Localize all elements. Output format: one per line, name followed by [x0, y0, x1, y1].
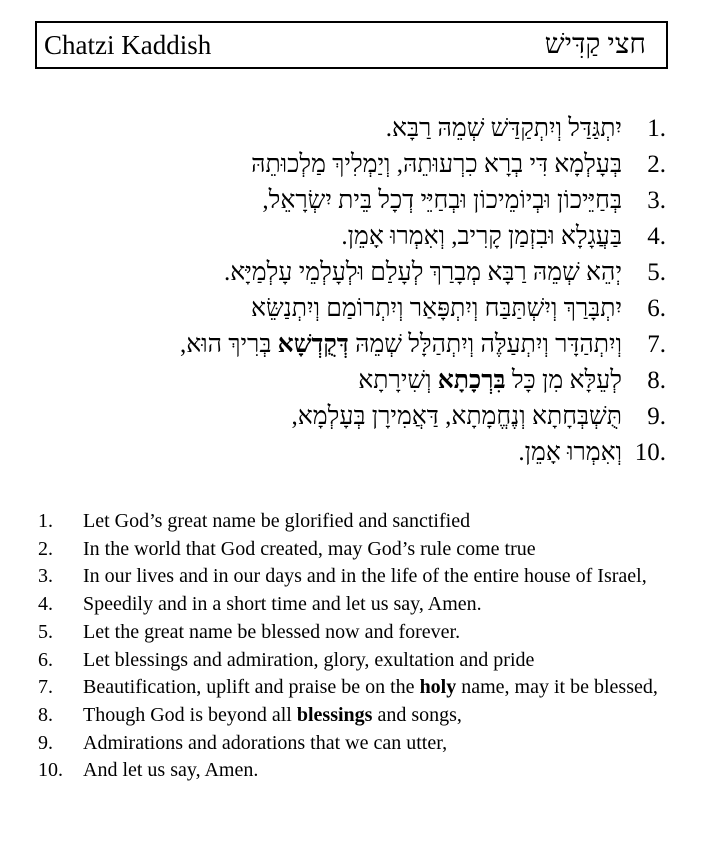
english-text-segment: Though God is beyond all — [83, 703, 297, 726]
english-line-number: 2. — [38, 537, 53, 560]
hebrew-text-segment: וְיִתְהַדָּר וְיִתְעַלֶּה וְיִתְהַלָּל שְׁמֵהּ — [348, 331, 622, 358]
hebrew-line-text — [518, 435, 622, 471]
english-line-text — [83, 536, 678, 564]
english-line-number: 9. — [38, 731, 53, 754]
hebrew-line-text — [262, 183, 622, 219]
hebrew-line-number: 8. — [647, 367, 666, 394]
english-line-number: 5. — [38, 620, 53, 643]
hebrew-line-number: 9. — [647, 403, 666, 430]
english-line-number: 4. — [38, 593, 53, 616]
hebrew-line-number: 6. — [647, 295, 666, 322]
hebrew-line — [36, 111, 666, 147]
hebrew-line — [36, 291, 666, 327]
hebrew-line-text — [251, 291, 622, 327]
hebrew-line-number: 10. — [634, 439, 666, 466]
english-line-number: 3. — [38, 565, 53, 588]
english-line-number: 6. — [38, 648, 53, 671]
english-line-text — [83, 619, 678, 647]
english-line-number: 1. — [38, 510, 53, 532]
english-line-text — [83, 674, 678, 702]
hebrew-line-text — [180, 327, 622, 363]
english-line — [38, 674, 678, 702]
english-line — [38, 730, 678, 758]
english-text-segment: Beautification, uplift and praise be on the — [83, 676, 420, 699]
english-text-segment: name, may it be blessed, — [456, 676, 658, 699]
hebrew-line-text — [224, 255, 622, 291]
english-line-text — [83, 508, 678, 536]
hebrew-text-segment: בַּעֲגָלָא וּבִזְמַן קָרִיב, וְאִמְרוּ אָמֵן. — [341, 223, 622, 250]
english-line-number: 10. — [38, 759, 63, 782]
hebrew-text-segment: יְהֵא שְׁמֵהּ רַבָּא מְבָרַךְ לְעָלַם וּלְעָלְמֵי עָלְמַיָּא. — [223, 259, 622, 286]
hebrew-text-segment: בְּחַיֵּיכוֹן וּבְיוֹמֵיכוֹן וּבְחַיֵּי דְכָל בֵּית יִשְׂרָאֵל, — [262, 187, 622, 214]
english-emphasis: blessings — [296, 703, 373, 726]
hebrew-line-number: 1. — [647, 115, 666, 142]
english-translation-list — [38, 508, 678, 785]
hebrew-line — [36, 219, 666, 255]
hebrew-line-number: 5. — [647, 259, 666, 286]
hebrew-text-segment: יִתְבָּרַךְ וְיִשְׁתַּבַּח וְיִתְפָּאַר וְיִתְרוֹמַם וְיִתְנַשֵּׂא — [250, 295, 622, 322]
english-text-segment: Let God’s great name be glorified and sanctified — [83, 510, 471, 532]
english-line — [38, 563, 678, 591]
hebrew-line — [36, 147, 666, 183]
english-line-text — [83, 563, 678, 591]
english-line — [38, 508, 678, 536]
english-text-segment: Let the great name be blessed now and forever. — [83, 620, 461, 643]
english-line-number: 7. — [38, 676, 53, 699]
hebrew-line — [36, 327, 666, 363]
english-line — [38, 647, 678, 675]
title-hebrew: חצי קַדִּישׁ — [544, 29, 646, 60]
english-line — [38, 619, 678, 647]
title-english: Chatzi Kaddish — [44, 30, 212, 60]
hebrew-text-segment: בְּעָלְמָא דִּי בְרָא כִרְעוּתֵהּ, וְיַמְלִיךְ מַלְכוּתֵהּ — [251, 151, 622, 178]
hebrew-line — [36, 255, 666, 291]
hebrew-line-text — [386, 111, 622, 147]
hebrew-line-number: 3. — [647, 187, 666, 214]
hebrew-line-number: 4. — [647, 223, 666, 250]
english-line-text — [83, 730, 678, 758]
hebrew-text-segment: בְּרִיךְ הוּא, — [179, 331, 278, 358]
english-text-segment: Let blessings and admiration, glory, exultation and pride — [83, 648, 535, 671]
english-text-segment: In the world that God created, may God’s rule come true — [83, 537, 536, 560]
hebrew-line-text — [341, 219, 622, 255]
hebrew-text-segment: וְשִׁירָתָא — [358, 367, 438, 394]
english-text-segment: and songs, — [372, 703, 462, 726]
hebrew-line-text — [292, 399, 622, 435]
hebrew-emphasis: דְּקֻדְשָׁא — [277, 331, 349, 358]
hebrew-prayer-list — [36, 111, 666, 471]
title-box — [35, 21, 668, 69]
hebrew-text-segment: לְעֵלָּא מִן כָּל — [505, 367, 622, 394]
hebrew-line — [36, 399, 666, 435]
english-line-text — [83, 591, 678, 619]
english-line-text — [83, 702, 678, 730]
hebrew-text-segment: תֻּשְׁבְּחָתָא וְנֶחֱמָתָא, דַּאֲמִירָן בְּעָלְמָא, — [291, 403, 622, 430]
hebrew-emphasis: בִּרְכָתָא — [437, 367, 506, 394]
english-line-number: 8. — [38, 703, 53, 726]
english-line-text — [83, 647, 678, 675]
hebrew-text-segment: וְאִמְרוּ אָמֵן. — [518, 439, 622, 466]
hebrew-line-number: 7. — [647, 331, 666, 358]
hebrew-line — [36, 363, 666, 399]
english-text-segment: In our lives and in our days and in the life of the entire house of Israel, — [83, 565, 647, 588]
english-line-text — [83, 757, 678, 785]
hebrew-line-text — [251, 147, 622, 183]
hebrew-line-number: 2. — [647, 151, 666, 178]
english-text-segment: And let us say, Amen. — [83, 759, 259, 782]
hebrew-line-text — [358, 363, 622, 399]
hebrew-line — [36, 435, 666, 471]
english-line — [38, 536, 678, 564]
hebrew-line — [36, 183, 666, 219]
english-line — [38, 591, 678, 619]
english-line — [38, 702, 678, 730]
english-text-segment: Speedily and in a short time and let us say, Amen. — [83, 593, 482, 616]
english-text-segment: Admirations and adorations that we can utter, — [83, 731, 448, 754]
english-line — [38, 757, 678, 785]
english-emphasis: holy — [419, 676, 457, 699]
hebrew-text-segment: יִתְגַּדַּל וְיִתְקַדַּשׁ שְׁמֵהּ רַבָּא. — [385, 115, 622, 142]
